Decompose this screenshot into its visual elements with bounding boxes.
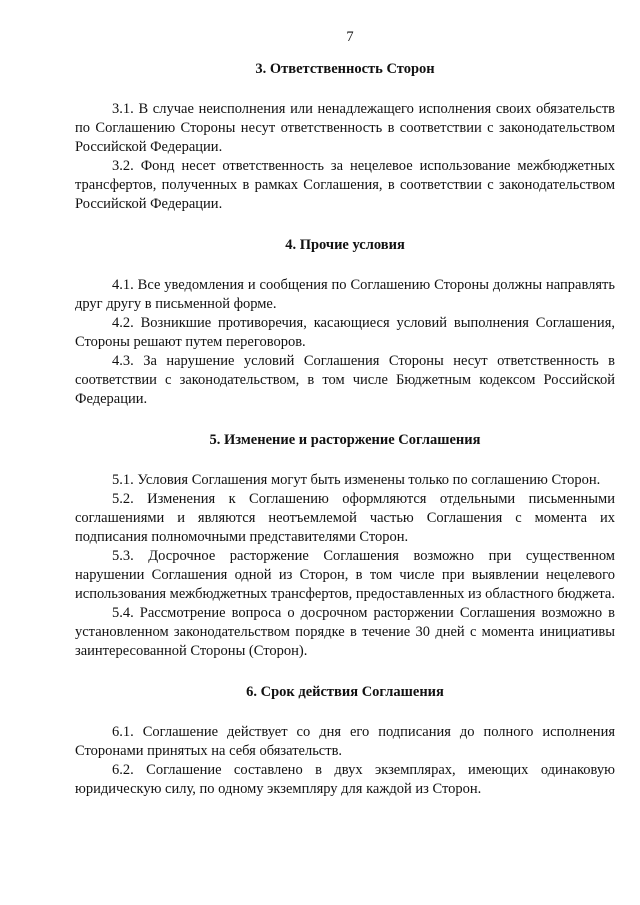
paragraph: 4.2. Возникшие противоречия, касающиеся условий выполнения Соглашения, Стороны решают путем переговоров. [75, 315, 615, 350]
paragraph: 5.2. Изменения к Соглашению оформляются отдельными письменными соглашениями и являются неотъемлемой частью Соглашения с момента их подписания полномочными представителями Сторон. [75, 491, 615, 545]
section-heading: 6. Срок действия Соглашения [246, 684, 444, 700]
section-term [75, 683, 615, 799]
paragraph: 5.1. Условия Соглашения могут быть изменены только по соглашению Сторон. [112, 472, 601, 488]
paragraph: 5.3. Досрочное расторжение Соглашения возможно при существенном нарушении Соглашения одной из Сторон, в том числе при выявлении нецелевого использования межбюджетных трансфертов, предоставленных из областного бюджета. [75, 548, 615, 602]
section-heading: 4. Прочие условия [285, 237, 405, 253]
paragraph: 5.4. Рассмотрение вопроса о досрочном расторжении Соглашения возможно в установленном законодательством порядке в течение 30 дней с момента инициативы заинтересованной Стороны (Сторон). [75, 605, 615, 659]
paragraph: 4.1. Все уведомления и сообщения по Соглашению Стороны должны направлять друг другу в письменной форме. [75, 277, 615, 312]
section-body [75, 276, 615, 409]
paragraph: 6.1. Соглашение действует со дня его подписания до полного исполнения Сторонами принятых на себя обязательств. [75, 724, 615, 759]
paragraph: 3.2. Фонд несет ответственность за нецелевое использование межбюджетных трансфертов, полученных в рамках Соглашения, в соответствии с законодательством Российской Федерации. [75, 158, 615, 212]
paragraph: 4.3. За нарушение условий Соглашения Стороны несут ответственность в соответствии с законодательством, в том числе Бюджетным кодексом Российской Федерации. [75, 353, 615, 407]
section-body [75, 723, 615, 799]
paragraph: 3.1. В случае неисполнения или ненадлежащего исполнения своих обязательств по Соглашению Стороны несут ответственность в соответствии с законодательством Российской Федерации. [75, 101, 615, 155]
section-amendment-termination [75, 431, 615, 661]
section-heading: 5. Изменение и расторжение Соглашения [209, 432, 481, 448]
section-responsibility [75, 60, 615, 214]
section-body [75, 100, 615, 214]
document-body [75, 60, 615, 799]
section-other-conditions [75, 236, 615, 409]
section-heading: 3. Ответственность Сторон [255, 61, 435, 77]
page-number: 7 [346, 29, 354, 45]
section-body [75, 471, 615, 661]
paragraph: 6.2. Соглашение составлено в двух экземплярах, имеющих одинаковую юридическую силу, по одному экземпляру для каждой из Сторон. [75, 762, 615, 797]
